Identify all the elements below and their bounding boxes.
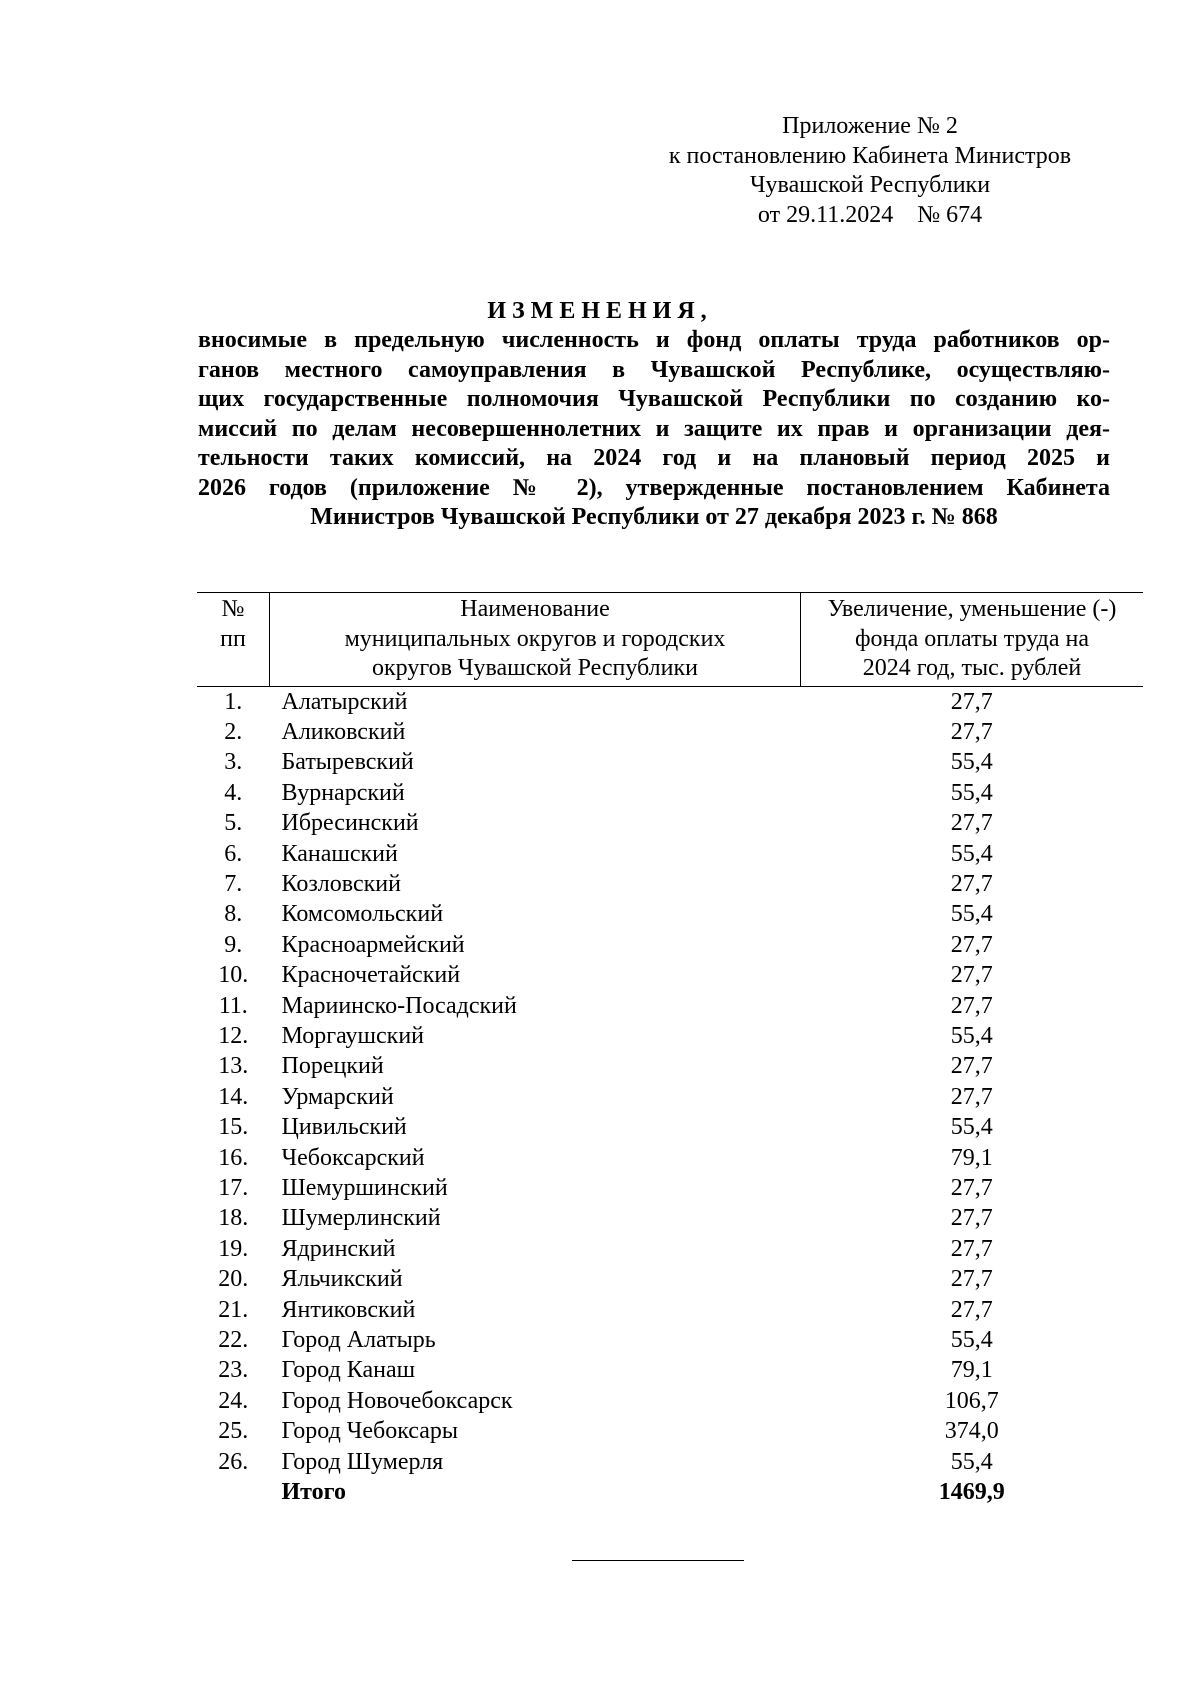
table-row: [197, 1051, 1143, 1081]
subtitle-line: щих государственные полномочия Чувашской Республики по созданию ко-: [198, 386, 1110, 412]
row-name: Цивильский: [281, 1114, 407, 1141]
row-number: 6.: [224, 840, 243, 867]
table-header-row: [197, 593, 1143, 687]
table-row: [197, 1203, 1143, 1233]
table-row: [197, 1295, 1143, 1325]
subtitle-line: вносимые в предельную численность и фонд оплаты труда работников ор-: [198, 327, 1110, 353]
row-value: 55,4: [950, 840, 993, 867]
row-name: Урмарский: [281, 1083, 394, 1110]
table-total-row: [197, 1477, 1143, 1507]
row-name: Козловский: [281, 870, 401, 897]
table-row: [197, 778, 1143, 808]
row-number: 15.: [218, 1114, 249, 1141]
row-number: 21.: [218, 1296, 249, 1323]
row-value: 55,4: [950, 1022, 993, 1049]
row-name: Город Новочебоксарск: [281, 1387, 513, 1414]
row-value: 55,4: [950, 1327, 993, 1354]
subtitle-line: тельности таких комиссий, на 2024 год и на плановый период 2025 и: [198, 445, 1110, 471]
row-name: Ядринский: [281, 1235, 396, 1262]
row-name: Моргаушский: [281, 1022, 424, 1049]
row-number: 2.: [224, 718, 243, 745]
subtitle-line: Министров Чувашской Республики от 27 декабря 2023 г. № 868: [310, 504, 998, 530]
row-value: 27,7: [950, 1205, 993, 1232]
row-value: 27,7: [950, 962, 993, 989]
row-name: Порецкий: [281, 1053, 384, 1080]
subtitle-line: 2026 годов (приложение № 2), утвержденные постановлением Кабинета: [198, 474, 1110, 501]
row-number: 11.: [218, 992, 248, 1019]
row-number: 22.: [218, 1327, 249, 1354]
row-number: 17.: [218, 1175, 249, 1201]
header-value: [801, 593, 1144, 687]
row-number: 5.: [224, 810, 243, 837]
row-number: 20.: [218, 1266, 249, 1293]
table-row: [197, 899, 1143, 929]
row-number: 19.: [218, 1235, 249, 1262]
row-number: 10.: [218, 962, 249, 989]
table-row: [197, 1112, 1143, 1142]
row-value: 27,7: [950, 810, 993, 837]
appendix-line-2: к постановлению Кабинета Министров: [668, 142, 1072, 169]
row-number: 12.: [218, 1022, 249, 1049]
table-row: [197, 1021, 1143, 1051]
row-name: Город Канаш: [281, 1357, 416, 1384]
row-number: 3.: [224, 749, 243, 776]
table-row: [197, 1173, 1143, 1203]
table-row: [197, 1355, 1143, 1385]
header-name-line: Наименование: [460, 596, 610, 622]
total-number-empty: [197, 1477, 270, 1507]
table-row: [197, 1234, 1143, 1264]
header-value-line: Увеличение, уменьшение (-): [827, 596, 1117, 622]
row-number: 8.: [224, 901, 243, 928]
row-name: Вурнарский: [281, 779, 405, 806]
appendix-number: № 674: [917, 201, 983, 228]
row-value: 27,7: [950, 1266, 993, 1293]
table-body: [197, 686, 1143, 1507]
row-value: 27,7: [950, 1175, 993, 1201]
document-title: ИЗМЕНЕНИЯ,: [487, 298, 713, 324]
row-value: 55,4: [950, 779, 993, 806]
row-name: Комсомольский: [281, 901, 444, 928]
header-name: [270, 593, 801, 687]
row-name: Красночетайский: [281, 962, 461, 989]
row-number: 23.: [218, 1357, 249, 1384]
document-subtitle: [198, 326, 1110, 533]
row-value: 27,7: [950, 870, 993, 897]
table-row: [197, 839, 1143, 869]
footer-divider: [572, 1560, 744, 1561]
subtitle-line: миссий по делам несовершеннолетних и защите их прав и организации дея-: [198, 415, 1110, 442]
header-number-line: пп: [220, 625, 246, 652]
row-name: Мариинско-Посадский: [281, 992, 517, 1019]
row-name: Канашский: [281, 840, 398, 867]
row-name: Яльчикский: [281, 1266, 403, 1293]
row-value: 27,7: [950, 1083, 993, 1110]
row-value: 27,7: [950, 1053, 993, 1080]
table-row: [197, 717, 1143, 747]
row-value: 27,7: [950, 718, 993, 745]
table-row: [197, 1416, 1143, 1446]
row-name: Ибресинский: [281, 810, 419, 837]
table-row: [197, 1143, 1143, 1173]
row-value: 27,7: [950, 931, 993, 958]
table-row: [197, 1082, 1143, 1112]
table-row: [197, 960, 1143, 990]
row-name: Город Алатырь: [281, 1327, 436, 1354]
table-row: [197, 1264, 1143, 1294]
row-name: Чебоксарский: [281, 1144, 425, 1171]
header-number: [197, 593, 270, 687]
row-number: 25.: [218, 1418, 249, 1445]
table-row: [197, 1325, 1143, 1355]
row-number: 1.: [224, 688, 243, 715]
row-value: 27,7: [950, 992, 993, 1019]
row-value: 55,4: [950, 1448, 993, 1475]
header-name-line: муниципальных округов и городских: [344, 625, 726, 652]
subtitle-line: ганов местного самоуправления в Чувашской Республике, осуществляю-: [198, 356, 1110, 383]
header-number-line: №: [221, 596, 245, 622]
total-value: 1469,9: [938, 1479, 1005, 1506]
row-name: Город Шумерля: [281, 1448, 444, 1475]
appendix-line-1: Приложение № 2: [782, 113, 958, 139]
row-value: 27,7: [950, 1235, 993, 1262]
row-name: Шумерлинский: [281, 1205, 441, 1232]
row-number: 13.: [218, 1053, 249, 1080]
total-label: Итого: [281, 1479, 346, 1506]
table-row: [197, 930, 1143, 960]
header-value-line: 2024 год, тыс. рублей: [862, 655, 1082, 681]
row-value: 106,7: [944, 1387, 999, 1414]
appendix-date: от 29.11.2024: [757, 201, 894, 228]
appendix-date-line: [640, 201, 1100, 231]
table-row: [197, 747, 1143, 777]
row-value: 55,4: [950, 749, 993, 776]
table-row: [197, 991, 1143, 1021]
table-row: [197, 808, 1143, 838]
row-value: 374,0: [944, 1418, 999, 1445]
row-name: Красноармейский: [281, 931, 465, 958]
appendix-block: [640, 112, 1100, 230]
row-value: 55,4: [950, 901, 993, 928]
row-value: 27,7: [950, 688, 993, 715]
row-value: 79,1: [950, 1144, 993, 1171]
header-name-line: округов Чувашской Республики: [371, 655, 698, 681]
table-row: [197, 1447, 1143, 1477]
row-number: 16.: [218, 1144, 249, 1171]
row-name: Батыревский: [281, 749, 414, 776]
row-number: 26.: [218, 1448, 249, 1475]
row-number: 9.: [224, 931, 243, 958]
table-row: [197, 1386, 1143, 1416]
row-value: 27,7: [950, 1296, 993, 1323]
funding-table: [197, 592, 1143, 1507]
row-number: 4.: [224, 779, 243, 806]
row-name: Аликовский: [281, 718, 406, 745]
header-value-line: фонда оплаты труда на: [854, 625, 1090, 652]
row-name: Алатырский: [281, 688, 408, 715]
row-number: 24.: [218, 1387, 249, 1414]
appendix-line-3: Чувашской Республики: [749, 172, 991, 198]
row-name: Город Чебоксары: [281, 1418, 459, 1445]
row-number: 14.: [218, 1083, 249, 1110]
row-name: Шемуршинский: [281, 1175, 448, 1201]
row-value: 55,4: [950, 1114, 993, 1141]
table-row: [197, 686, 1143, 717]
row-name: Янтиковский: [281, 1296, 416, 1323]
row-value: 79,1: [950, 1357, 993, 1384]
row-number: 18.: [218, 1205, 249, 1232]
table-row: [197, 869, 1143, 899]
row-number: 7.: [224, 870, 243, 897]
